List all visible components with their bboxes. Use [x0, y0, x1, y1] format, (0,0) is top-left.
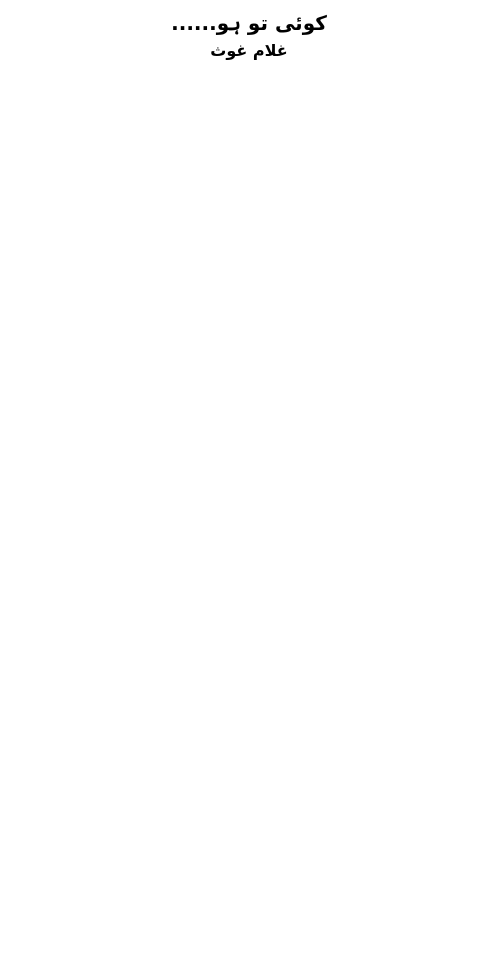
article-paragraph-line: [10, 620, 488, 639]
article-paragraph-line: [10, 263, 488, 282]
article-paragraph-line: [10, 305, 488, 324]
paragraph-break: [10, 326, 488, 344]
article-paragraph-line: [10, 874, 488, 893]
article-paragraph-line: [10, 157, 488, 176]
article-paragraph-line: [10, 641, 488, 660]
article-paragraph-line: [10, 916, 488, 935]
article-paragraph-line: [10, 599, 488, 618]
article-paragraph-line: [10, 199, 488, 218]
article-paragraph-line: [10, 344, 488, 363]
article-paragraph-line: [10, 514, 488, 533]
article-paragraph-line: [10, 768, 488, 787]
article-paragraph-line: [10, 895, 488, 914]
article-paragraph-line: [10, 242, 488, 261]
article-paragraph-line: [10, 726, 488, 745]
article-paragraph-line: [10, 136, 488, 155]
article-paragraph-line: [10, 577, 488, 596]
article-paragraph-line: [10, 789, 488, 808]
article-paragraph-line: [10, 450, 488, 469]
article-paragraph-line: [10, 832, 488, 851]
article-headline: کوئی تو ہو......: [171, 11, 327, 35]
article-paragraph-line: [10, 93, 488, 112]
article-paragraph-line: [10, 72, 488, 91]
article-paragraph-line: [10, 365, 488, 384]
article-paragraph-line: [10, 493, 488, 512]
article-paragraph-line: [10, 178, 488, 197]
article-paragraph-line: [10, 556, 488, 575]
article-paragraph-line: [10, 429, 488, 448]
article-paragraph-line: [10, 810, 488, 829]
article-paragraph-line: [10, 662, 488, 681]
article-paragraph-line: [10, 284, 488, 303]
article-byline: غلام غوث: [210, 41, 288, 60]
article-paragraph-line: [10, 683, 488, 702]
article-paragraph-line: [10, 220, 488, 239]
article-paragraph-line: [10, 853, 488, 872]
article-body: [10, 72, 488, 975]
article-paragraph-line: [10, 959, 488, 975]
article-paragraph-line: [10, 938, 488, 957]
article-paragraph-line: [10, 387, 488, 406]
article-paragraph-line: [10, 471, 488, 490]
article-paragraph-line: [10, 535, 488, 554]
article-paragraph-line: [10, 747, 488, 766]
article-paragraph-line: [10, 704, 488, 723]
article-paragraph-line: [10, 114, 488, 133]
article-paragraph-line: [10, 408, 488, 427]
